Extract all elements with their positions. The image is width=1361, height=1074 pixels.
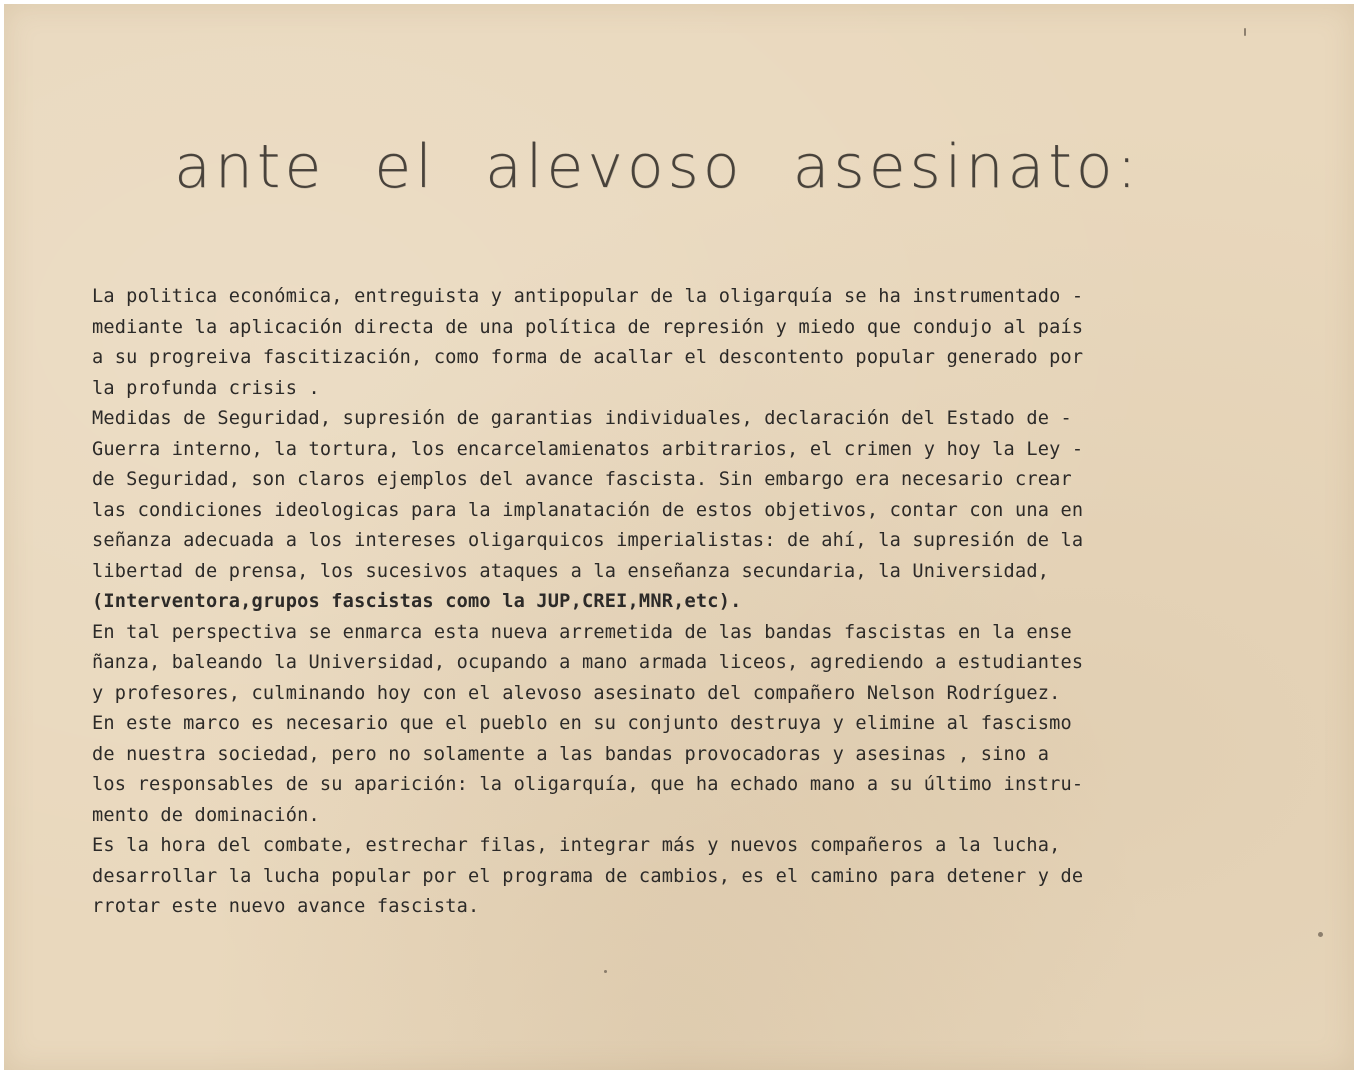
text-line: ñanza, baleando la Universidad, ocupando a mano armada liceos, agrediendo a estudiantes <box>92 652 1084 673</box>
text-line: Es la hora del combate, estrechar filas, integrar más y nuevos compañeros a la lucha, <box>92 835 1061 856</box>
text-line: Medidas de Seguridad, supresión de garantias individuales, declaración del Estado de - <box>92 408 1072 429</box>
text-line: y profesores, culminando hoy con el alevoso asesinato del compañero Nelson Rodríguez. <box>92 682 1061 704</box>
text-line: En este marco es necesario que el pueblo en su conjunto destruya y elimine al fascismo <box>92 713 1072 734</box>
text-line: La politica económica, entreguista y antipopular de la oligarquía se ha instrumentado - <box>92 286 1084 307</box>
text-line: Guerra interno, la tortura, los encarcelamienatos arbitrarios, el crimen y hoy la Ley - <box>92 438 1084 460</box>
text-line: señanza adecuada a los intereses oligarquicos imperialistas: de ahí, la supresión de la <box>92 530 1084 551</box>
text-line: de nuestra sociedad, pero no solamente a las bandas provocadoras y asesinas , sino a <box>92 743 1050 765</box>
paper-sheet <box>4 4 1354 1070</box>
text-line: de Seguridad, son claros ejemplos del avance fascista. Sin embargo era necesario crear <box>92 469 1072 490</box>
text-line: los responsables de su aparición: la oligarquía, que ha echado mano a su último instru- <box>92 774 1084 795</box>
text-line: rrotar este nuevo avance fascista. <box>92 896 480 917</box>
paper-speck <box>1244 28 1246 36</box>
text-line: En tal perspectiva se enmarca esta nueva arremetida de las bandas fascistas en la ense <box>92 621 1072 643</box>
text-line: las condiciones ideologicas para la implanatación de estos objetivos, contar con una en <box>92 499 1084 521</box>
text-line: (Interventora,grupos fascistas como la JUP,CREI,MNR,etc). <box>92 591 742 612</box>
paper-speck <box>1318 932 1323 937</box>
paper-speck <box>604 970 607 973</box>
text-line: mediante la aplicación directa de una política de represión y miedo que condujo al país <box>92 316 1084 338</box>
text-line: libertad de prensa, los sucesivos ataques a la enseñanza secundaria, la Universidad, <box>92 560 1050 582</box>
document-title: ante el alevoso asesinato: <box>174 132 1141 202</box>
text-line: mento de dominación. <box>92 804 320 826</box>
document-body <box>92 282 1232 923</box>
text-line: desarrollar la lucha popular por el programa de cambios, es el camino para detener y de <box>92 865 1084 887</box>
text-line: la profunda crisis . <box>92 377 320 399</box>
text-line: a su progreiva fascitización, como forma de acallar el descontento popular generado por <box>92 347 1084 368</box>
